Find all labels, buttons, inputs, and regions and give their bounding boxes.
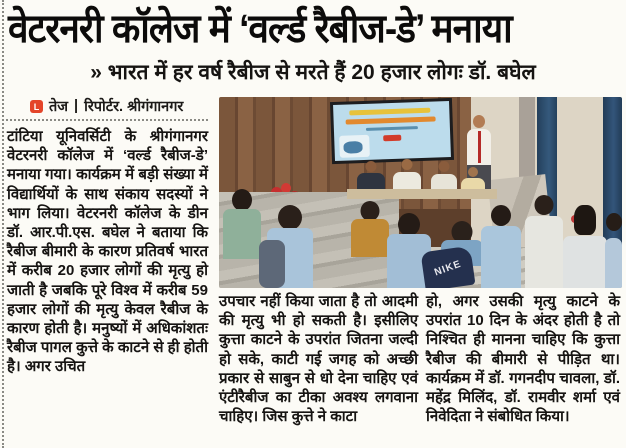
newspaper-brand-icon: L <box>30 100 43 113</box>
audience-student <box>525 195 563 288</box>
byline-dotted-rule <box>6 119 208 121</box>
slide-title-bar <box>349 107 430 115</box>
slide-red-label <box>383 135 402 141</box>
byline <box>30 96 208 116</box>
slide-subtitle-bar <box>345 116 436 124</box>
nike-backpack <box>421 246 476 288</box>
article-column-2: उपचार नहीं किया जाता है तो आदमी की मृत्यु भी हो सकती है। इसीलिए कुत्ता काटने के उपरांत जितना जल्दी हो सके, काटी गई जगह को अच्छी प्रकार से साबुन से धो देना चाहिए एवं एंटीरैबीज का टीका अवश्य लगवाना चाहिए। जिस कुत्ते ने काटा <box>219 293 418 426</box>
presentation-screen <box>330 98 454 164</box>
article-headline: वेटरनरी कॉलेज में ‘वर्ल्ड रैबीज-डे’ मनाया <box>8 6 512 51</box>
slide <box>333 101 451 161</box>
audience-student <box>223 189 261 259</box>
audience-student <box>605 213 622 288</box>
seated-guest <box>393 159 421 193</box>
slide-text-line <box>366 126 417 131</box>
backpack-brand-text: NIKE <box>433 258 463 279</box>
byline-separator: | <box>74 98 79 114</box>
byline-brand: तेज <box>49 99 69 115</box>
audience-student <box>351 201 389 257</box>
article-photo <box>219 97 622 288</box>
audience-student <box>267 205 313 288</box>
slide-image-detail <box>344 141 363 154</box>
article-subheadline: » भारत में हर वर्ष रैबीज से मरते हैं 20 हजार लोगः डॉ. बघेल <box>90 61 536 84</box>
article-column-3: हो, अगर उसकी मृत्यु काटने के उपरांत 10 दिन के अंदर होती है तो निश्चित ही मानना चाहिए कि कुत्ता रैबीज की बीमारी से पीड़ित था। कार्यक्रम में डॉ. गगनदीप चावला, डॉ. महेंद्र मिलिंद, डॉ. रामवीर शर्मा एवं निवेदिता ने संबोधित किया। <box>426 293 620 426</box>
head-table <box>347 189 497 199</box>
byline-location: रिपोर्टर. श्रीगंगानगर <box>84 99 184 115</box>
audience-student <box>481 205 521 288</box>
audience-student <box>563 205 607 288</box>
article-column-1: टांटिया यूनिवर्सिटी के श्रीगंगानगर वेटरनरी कॉलेज में ‘वर्ल्ड रैबीज-डे’ मनाया गया। कार्यक्रम में बड़ी संख्या में विद्यार्थियों के साथ संकाय सदस्यों ने भाग लिया। वेटरनरी कॉलेज के डीन डॉ. आर.पी.एस. बघेल ने बताया कि रैबीज बीमारी के कारण प्रतिवर्ष भारत में करीब 20 हजार लोगों की मृत्यु हो जाती है जबकि पूरे विश्व में करीब 59 हजार लोगों की मृत्यु केवल रैबीज के कारण होती है। मनुष्यों में अधिकांशतः रैबीज पागल कुत्ते के काटने से ही होती है। अगर उचित <box>7 128 208 376</box>
